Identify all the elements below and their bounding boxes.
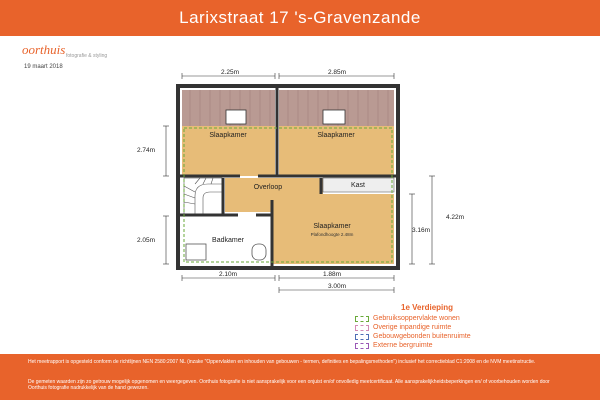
legend-label: Externe bergruimte xyxy=(373,342,433,349)
legend-floor-title: 1e Verdieping xyxy=(401,303,454,312)
dim-left-upper: 2.74m xyxy=(136,147,156,154)
dim-top-right: 2.85m xyxy=(327,69,347,76)
logo-sub: fotografie & styling xyxy=(66,53,108,59)
date-label: 19 maart 2018 xyxy=(24,64,63,70)
toilet-fixture xyxy=(252,244,266,260)
label-slaapkamer-right: Slaapkamer xyxy=(317,132,355,139)
sink-fixture xyxy=(186,244,206,260)
legend-swatch-wonen xyxy=(355,316,369,322)
skylight-right xyxy=(323,110,345,124)
legend-label: Gebruiksoppervlakte wonen xyxy=(373,315,460,322)
legend-item xyxy=(355,324,585,332)
legend-label: Gebouwgebonden buitenruimte xyxy=(373,333,471,340)
dim-right-small: 3.16m xyxy=(411,227,431,234)
dim-bottom-total: 3.00m xyxy=(327,283,347,290)
legend-item xyxy=(355,342,585,350)
skylight-left xyxy=(226,110,246,124)
dim-left-lower: 2.05m xyxy=(136,237,156,244)
legend-swatch-buitenruimte xyxy=(355,334,369,340)
legend-label: Overige inpandige ruimte xyxy=(373,324,452,331)
legend xyxy=(355,303,585,353)
dim-top-left: 2.25m xyxy=(220,69,240,76)
legend-swatch-overige xyxy=(355,325,369,331)
footer-disclaimer-1: Het meetrapport is opgesteld conform de richtlijnen NEN 2580:2007 NL (inzake "Oppervlakten en inhouden van gebouwen - termen, definities en bepalingsmethoden") inclusief het correctieblad C1:2008 en de NVM meetinstructie. xyxy=(28,359,536,365)
footer-disclaimer-2: De gemeten waarden zijn zo getrouw mogelijk opgenomen en weergegeven. Oorthuis fotografie is niet aansprakelijk voor een onjuist en/of onvolledig meetcertificaat. Alle aansprakelijkheidsbeperkingen en/ of voorbehouden worden door Oorthuis fotografie nadrukkelijk van de hand gewezen. xyxy=(28,379,550,391)
page-title: Larixstraat 17 's-Gravenzande xyxy=(179,8,421,27)
label-badkamer: Badkamer xyxy=(212,237,244,244)
label-overloop: Overloop xyxy=(253,184,283,191)
dim-right-large: 4.22m xyxy=(445,214,465,221)
legend-item xyxy=(355,333,585,341)
dim-bottom-left: 2.10m xyxy=(218,271,238,278)
dim-bottom-right: 1.88m xyxy=(322,271,342,278)
room-overloop-ext xyxy=(225,200,272,212)
logo-word: oorthuis xyxy=(22,42,66,57)
label-slaapkamer-main: Slaapkamer xyxy=(313,223,351,230)
footer-bar xyxy=(0,354,600,400)
label-kast: Kast xyxy=(350,182,366,189)
legend-item xyxy=(355,315,585,323)
label-plafondhoogte: Plafondhoogte 2.48m xyxy=(310,232,354,237)
label-slaapkamer-left: Slaapkamer xyxy=(209,132,247,139)
legend-swatch-externe xyxy=(355,343,369,349)
